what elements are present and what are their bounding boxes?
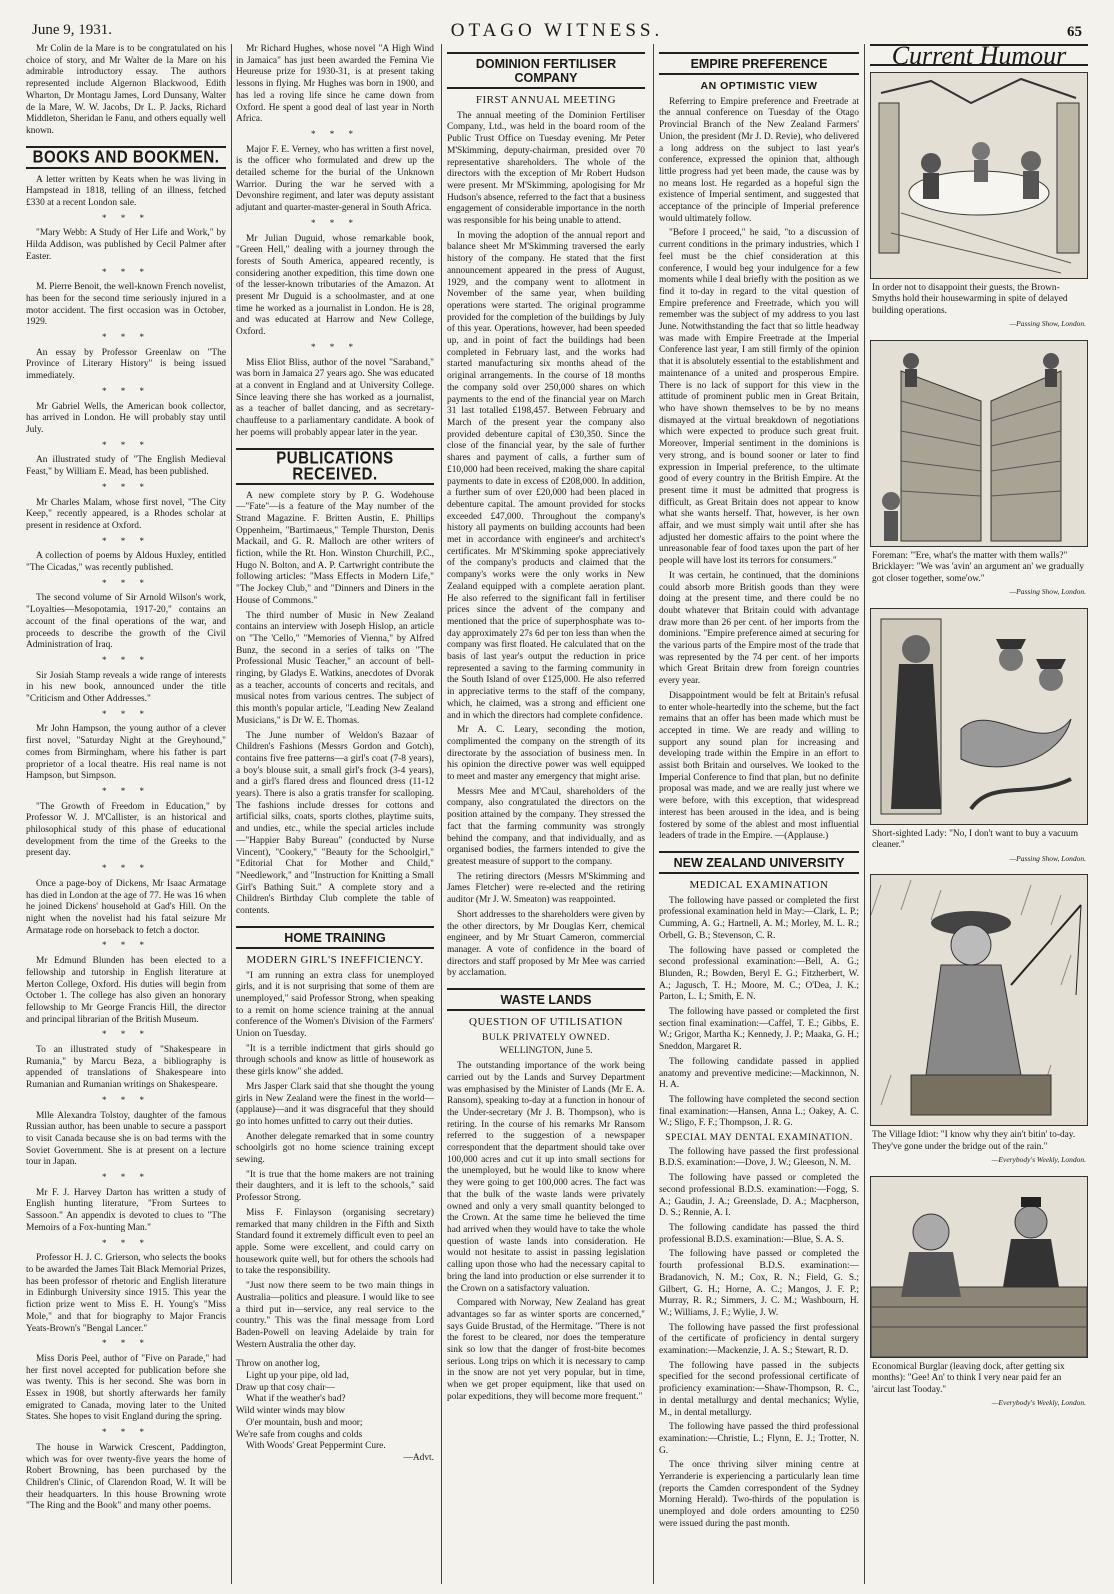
article-paragraph: M. Pierre Benoit, the well-known French novelist, has been for the second time seriously injured in a motor accident. The first occasion was in October, 1929. xyxy=(26,282,226,328)
article-subheading: QUESTION OF UTILISATION xyxy=(469,1016,623,1029)
article-paragraph: Sir Josiah Stamp reveals a wide range of interests in his new book, announced under the title "Criticism and Other Addresses." xyxy=(26,670,226,705)
article-paragraph: A new complete story by P. G. Wodehouse—"Fate"—is a feature of the May number of the Strand Magazine. F. Britten Austin, E. Phillips Oppenheim, "Bartimaeus," Temple Thurston, Denis Mackail, and G. R. Malloch are other writers of fiction, while the Rt. Hon. Winston Churchill, P.C., Hugo N. Bolton, and A. P. Cartwright contribute the following articles: "Mass Effects in Modern Life," "The Jockey Club," and "Dinners and Diners in the House of Commons." xyxy=(236,490,434,606)
article-paragraph: Mr Richard Hughes, whose novel "A High Wind in Jamaica" has just been awarded the Femina Vie Heureuse prize for 1930-31, is at present taking lessons in flying. Mr Hughes was born in 1900, and has led a roving life since he came down from Oxford. He spent a good deal of last year in North Africa. xyxy=(236,44,434,125)
article-paragraph: The retiring directors (Messrs M'Skimming and James Fletcher) were re-elected and the retiring auditor (Mr J. W. Smeaton) was reappointed. xyxy=(447,871,645,906)
article-paragraph: The following have passed or completed the second professional examination:—Bell, A. G.; Blunden, R.; Bowden, Beryl E. G.; Fitzherbert, W. A.; Jagusch, T. H.; Moore, M. C.; O'Dea, J. K.; Parton, L. I.; Smith, E. N. xyxy=(659,945,859,1003)
section-separator: * * * xyxy=(102,1338,150,1349)
article-subheading: MEDICAL EXAMINATION xyxy=(689,879,829,891)
section-separator: * * * xyxy=(102,212,150,223)
dinner-party-illustration xyxy=(871,73,1087,278)
article-paragraph: Mr A. C. Leary, seconding the motion, complimented the company on the strength of its directorate by the association of business men. In his opinion the directive power was well equipped to meet and master any emergency that might arise. xyxy=(447,725,645,783)
article-body xyxy=(26,175,226,1513)
issue-date: June 9, 1931. xyxy=(32,22,112,38)
section-separator: * * * xyxy=(102,708,150,719)
cartoon-vacuum-cleaner xyxy=(870,608,1088,825)
section-separator: * * * xyxy=(102,577,150,588)
article-paragraph: Another delegate remarked that in some country schoolgirls got no home science training except sewing. xyxy=(236,1131,434,1166)
column-rule xyxy=(653,44,654,1584)
article-subheading: AN OPTIMISTIC VIEW xyxy=(700,80,818,92)
advert-poem xyxy=(236,1359,434,1464)
article-paragraph: The third number of Music in New Zealand contains an interview with Joseph Hislop, an article on "The 'Cello," "Memories of Vienna," by Alfred Bunz, the second in a series of talks on "The Professional Music Teacher," an account of bell-ringing, by Gladys E. Watkins, anecdotes of Dvorak as a teacher, accounts of concerts and recitals, and musical notes from various centres. The subject of this month's popular article, "Leading New Zealand Musicians," is Dr W. E. Thomas. xyxy=(236,610,434,726)
section-separator: * * * xyxy=(102,332,150,343)
article-paragraph: Mlle Alexandra Tolstoy, daughter of the famous Russian author, has been unable to secure a passport to visit Canada because she is on bad terms with the Soviet Government. She is at present on a lecture tour in Japan. xyxy=(26,1110,226,1168)
article-body xyxy=(447,1061,645,1403)
article-paragraph: "Mary Webb: A Study of Her Life and Work," by Hilda Addison, was published by Cecil Palmer after Easter. xyxy=(26,228,226,262)
article-paragraph: The second volume of Sir Arnold Wilson's work, "Loyalties—Mesopotamia, 1917-20," contains an account of the final operations of the war, and proceeds to describe the growth of the Civil Administration of Iraq. xyxy=(26,593,226,651)
article-paragraph: The house in Warwick Crescent, Paddington, which was for over twenty-five years the home of Robert Browning, has been purchased by the Children's Clinic, of Clarendon Road, W. It will be their headquarters. In this house Browning wrote "The Ring and the Book" and many other poems. xyxy=(26,1442,226,1512)
article-paragraph: "It is a terrible indictment that girls should go through schools and know as little of housework as these girls know" she added. xyxy=(236,1043,434,1078)
poem-lines xyxy=(236,1359,434,1453)
section-title: DOMINION FERTILISER COMPANY xyxy=(475,57,617,85)
article-paragraph: The once thriving silver mining centre at Yerranderie is experiencing a particularly lean time (reports the Camden correspondent of the Sydney Morning Herald). Two-thirds of the population is unemployed and dole orders amounting to £250 were issued during the past month. xyxy=(659,1460,859,1529)
article-paragraph: In moving the adoption of the annual report and balance sheet Mr M'Skimming traversed the early history of the company. He stated that the first announcement appeared in the press of August, 1929, and the company went to allotment in November of the same year, when building operations were started. The original programme provided for the completion of the buildings by July of this year. Operations, however, had been speeded up, and in point of fact the buildings had been completed in February last, and the works had started manufacturing six months ahead of the original arrangements. In the course of 18 months the company sold over 250,000 shares on which payments to the end of the financial year on March 31 last totalled £198,457. Between February and March of the present year the company also provided debenture capital of £30,350. Since the close of the financial year, by the sale of further shares and payment of calls, a further sum of £10,000 had been received, making the share capital payments to date in excess of £208,000. In addition, a further sum of over £20,000 had been placed in debenture capital. The amount provided for stocks exceeded £47,000. Throughout the company's history all payments on building accounts had been met in accordance with engineer's and architect's certificates. Mr M'Skimming spoke appreciatively of the company's products and claimed that the company's works were the only works in New Zealand equipped with a complete aeration plant. He also referred to the significant fall in fertiliser prices since the advent of the company and mentioned that the price of superphosphate was to-day approximately 27s 6d per ton less than when the company was first floated. He calculated that on the basis of last year's output the reduction in price represented a saving to the farming community in the South Island of over £125,000. He also referred in appreciative terms to the staff of the company, which, he claimed, was a strong and efficient one and in which the directors had complete confidence. xyxy=(447,230,645,721)
cartoon-housewarming xyxy=(870,72,1088,279)
article-subheading: BULK PRIVATELY OWNED. xyxy=(481,1032,611,1043)
cartoon-caption xyxy=(872,551,1086,598)
article-paragraph: Miss F. Finlayson (organising secretary) remarked that many children in the Fifth and Sixth Standard found it extremely difficult even to peel an apple. Some were excellent, and could carry on housework quite well, but for others the schools had to take the responsibility. xyxy=(236,1207,434,1277)
article-paragraph: Messrs Mee and M'Caul, shareholders of the company, also congratulated the directors on the position attained by the company. They stressed the fact that the farming community was strongly behind the company, and that individually, and as organised bodies, the farmers intended to give the greatest measure of support to the company. xyxy=(447,786,645,867)
poem-line: Light up your pipe, old lad, xyxy=(246,1371,349,1382)
article-paragraph: To an illustrated study of "Shakespeare in Rumania," by Marcu Beza, a bibliography is appended of translations of Shakespeare into Rumanian and Rumanian writings on Shakespeare. xyxy=(26,1045,226,1091)
article-paragraph: Mr John Hampson, the young author of a clever first novel, "Saturday Night at the Greyhound," comes from Birmingham, where his father is part proprietor of a local theatre. His real name is not Hampson, but Simpson. xyxy=(26,724,226,782)
section-separator: * * * xyxy=(102,863,150,874)
article-paragraph: "I am running an extra class for unemployed girls, and it is not surprising that some of them are unemployed," said Professor Strong, when speaking to a remit on home science training at the annual conference of the Women's Division of the Farmers' Union on Tuesday. xyxy=(236,970,434,1040)
article-paragraph: A letter written by Keats when he was living in Hampstead in 1818, telling of an illness, fetched £330 at a recent London sale. xyxy=(26,174,226,209)
poem-line: Draw up that cosy chair— xyxy=(236,1382,335,1393)
section-separator: * * * xyxy=(311,217,359,228)
courtroom-illustration xyxy=(871,1177,1087,1357)
bricklayers-illustration xyxy=(871,341,1087,546)
section-title: NEW ZEALAND UNIVERSITY xyxy=(673,856,845,870)
article-paragraph: Compared with Norway, New Zealand has great advantages so far as winter sports are concerned," says Guide Brustad, of the Hermitage. "There is not the forest to be cleared, nor does the temperature sink so low that the danger of frost-bite becomes serious. Long trips on which it is necessary to camp in the snow are not yet very popular, but in time, when we get proper equipment, like that used on polar expeditions, they will become more frequent." xyxy=(447,1298,645,1402)
column-books xyxy=(26,44,226,1586)
article-paragraph: The following have passed or completed the first professional examination held in May:—Clark, L. P.; Cumming, A. G.; Hartnell, A. M.; Morley, M. L. R.; Orbell, G. B.; Stevenson, C. R. xyxy=(659,895,859,941)
fisherman-illustration xyxy=(871,875,1087,1125)
column-humour xyxy=(870,44,1088,1586)
section-title: BOOKS AND BOOKMEN. xyxy=(32,147,220,167)
caption-source: —Passing Show, London. xyxy=(1009,319,1086,329)
article-paragraph: Miss Doris Peel, author of "Five on Parade," had her first novel accepted for publication before she was twenty. This is her second. She was born in Essex in 1908, but shortly afterwards her family emigrated to Canada, moving later to the United States. She hopes to visit England during the spring. xyxy=(26,1353,226,1423)
article-body xyxy=(236,971,434,1352)
article-paragraph: Mrs Jasper Clark said that she thought the young girls in New Zealand were the finest in the world—(applause)—and it was disgraceful that they should go into homes unfitted to carry out their duties. xyxy=(236,1081,434,1127)
poem-line: What if the weather's bad? xyxy=(246,1394,346,1405)
article-paragraph: An illustrated study of "The English Medieval Feast," by William E. Mead, has been published. xyxy=(26,455,226,478)
article-body xyxy=(659,97,859,843)
section-separator: * * * xyxy=(311,341,359,352)
poem-line: Wild winter winds may blow xyxy=(236,1406,345,1417)
section-header xyxy=(26,146,226,169)
article-paragraph: Mr F. J. Harvey Darton has written a study of English hunting literature, "From Surtees to Sassoon." An appendix is devoted to clues to "The Memoirs of a Fox-hunting Man." xyxy=(26,1187,226,1233)
section-separator: * * * xyxy=(102,385,150,396)
column-empire xyxy=(659,44,859,1586)
article-paragraph: Professor H. J. C. Grierson, who selects the books to be awarded the James Tait Black Memorial Prizes, has been professor of rhetoric and English literature in Edinburgh University since 1915. This year the fiction prize went to Miss E. H. Young's "Miss Mole," and that for biography to Major Francis Yeats-Brown's "Bengal Lancer." xyxy=(26,1253,226,1334)
article-paragraph: The following have passed or completed the second professional B.D.S. examination:—Fogg, S. A.; Gaudin, J. A.; Greenslade, D. A.; Macpherson, D. S.; Rennie, A. I. xyxy=(659,1173,859,1219)
section-separator: * * * xyxy=(102,940,150,951)
article-paragraph: Mr Edmund Blunden has been elected to a fellowship and tutorship in English literature at Merton College, Oxford. His duties will begin from October 1. The college has also given an honorary fellowship to Mr George Francis Hill, the director and principal librarian of the British Museum. xyxy=(26,956,226,1025)
article-paragraph: The outstanding importance of the work being carried out by the Lands and Survey Department was emphasised by the Minister of Lands (Mr E. A. Ransom), speaking to-day at a function in honour of the Under-secretary (Mr J. B. Thompson), who is retiring. In the course of his remarks Mr Ransom referred to the suggestion of a newspaper correspondent that the department should take over 100,000 acres and cut it up into small sections for the unemployed, but he would like to know where they were going to get 100,000 acres. The fact was that the bulk of the waste lands were privately owned and only a very small quantity belonged to the Crown. At the same time he believed the time had arrived when they would have to take the whole question of waste lands into consideration. He would not hesitate to assist in passing legislation calling upon those who had the necessary capital to bring the land into production or else surrender it to the Crown on a satisfactory valuation. xyxy=(447,1061,645,1294)
article-paragraph: Short addresses to the shareholders were given by the other directors, by Mr Douglas Kerr, chemical engineer, and by Mr Stuart Cameron, commercial manager. A vote of confidence in the board of directors and staff proposed by Mr Mee was carried by acclamation. xyxy=(447,909,645,979)
caption-text: Foreman: "'Ere, what's the matter with them walls?" Bricklayer: "We was 'avin' an argument an' we gradually got closer together, some'ow." xyxy=(872,550,1085,584)
column-rule xyxy=(441,44,442,1584)
section-separator: * * * xyxy=(102,266,150,277)
masthead xyxy=(22,12,1092,40)
cartoon-caption xyxy=(872,283,1086,330)
fire-brigade-illustration xyxy=(871,609,1087,824)
article-subheading: MODERN GIRL'S INEFFICIENCY. xyxy=(246,953,424,966)
paper-title: OTAGO WITNESS. xyxy=(450,20,664,41)
article-paragraph: It was certain, he continued, that the dominions could absorb more British goods than they were doing at the present time, and there could be no doubt whatever that Britain could with advantage draw more than 26 per cent. of her imports from the dominions. "Empire preference aimed at securing for the various parts of the Empire most of the trade that was represented by the 74 per cent. of her imports which Great Britain drew from foreign countries every year. xyxy=(659,570,859,687)
caption-source: —Passing Show, London. xyxy=(1009,853,1086,863)
article-body xyxy=(659,896,859,1130)
article-paragraph: The annual meeting of the Dominion Fertiliser Company, Ltd., was held in the board room of the Public Trust Office on Tuesday evening. Mr Peter M'Skimming, deputy-chairman, presided over 70 representative shareholders. The whole of the directors with the exception of Mr Robert Hudson were present. Mr M'Skimming, apologising for Mr Hudson's absence, referred to the fact that a business engagement of considerable importance in the north was responsible for his being unable to attend. xyxy=(447,110,645,227)
section-separator: * * * xyxy=(102,1029,150,1040)
article-paragraph: The following have passed the first professional B.D.S. examination:—Dove, J. W.; Gleeson, N. M. xyxy=(659,1146,859,1169)
caption-text: The Village Idiot: "I know why they ain't bitin' to-day. They've gone under the bridge out of the rain." xyxy=(872,1130,1076,1152)
section-header xyxy=(659,851,859,874)
section-title: EMPIRE PREFERENCE xyxy=(690,57,828,71)
cartoon-burglar xyxy=(870,1176,1088,1358)
column-rule xyxy=(231,44,232,1584)
humour-title: Current Humour xyxy=(870,44,1088,66)
section-header xyxy=(659,52,859,75)
section-header xyxy=(236,926,434,949)
article-paragraph: Mr Charles Malam, whose first novel, "The City Keep," recently appeared, is a Rhodes scholar at present in residence at Oxford. xyxy=(26,497,226,531)
section-header xyxy=(236,448,434,485)
caption-text: Short-sighted Lady: "No, I don't want to buy a vacuum cleaner." xyxy=(872,828,1079,851)
article-paragraph: "It is true that the home makers are not training their daughters, and it is left to the schools," said Professor Strong. xyxy=(236,1169,434,1204)
article-paragraph: Mr Gabriel Wells, the American book collector, has arrived in London. He will probably stay until July. xyxy=(26,401,226,435)
cartoon-caption xyxy=(872,1362,1086,1409)
article-body xyxy=(236,491,434,918)
article-paragraph: The following candidate has passed the third professional B.D.S. examination:—Blue, S. A. S. xyxy=(659,1222,859,1245)
article-paragraph: A collection of poems by Aldous Huxley, entitled "The Cicadas," was recently published. xyxy=(26,551,226,574)
poem-line: Throw on another log, xyxy=(236,1359,320,1370)
section-separator: * * * xyxy=(102,1427,150,1438)
article-body xyxy=(236,44,434,440)
caption-source: —Passing Show, London. xyxy=(1009,587,1086,597)
section-separator: * * * xyxy=(102,785,150,796)
section-separator: * * * xyxy=(102,535,150,546)
article-paragraph: The following have passed or completed the fourth professional B.D.S. examination:—Bradanovich, N. M.; Cox, R. N.; Field, G. S.; Gilbert, G. H.; Horne, A. C.; Mangos, J. F. P.; Murray, R. R.; Simmers, J. C. M.; Washbourn, H. W.; Williams, J. F.; Wylie, J. W. xyxy=(659,1249,859,1318)
article-paragraph: "Just now there seem to be two main things in Australia—politics and pleasure. I would like to see a third put in—service, any real service to the country." This was the final message from Lord Baden-Powell on leaving Adelaide by train for Western Australia the other day. xyxy=(236,1281,434,1350)
article-paragraph: Once a page-boy of Dickens, Mr Isaac Armatage has died in London at the age of 77. He was 16 when he joined Dickens' household at Gad's Hill. On the night when the novelist had his fatal seizure Mr Armatage rode on horseback to fetch a doctor. xyxy=(26,878,226,936)
column-fertiliser xyxy=(447,44,645,1586)
page-number: 65 xyxy=(1067,24,1082,40)
article-paragraph: Mr Colin de la Mare is to be congratulated on his choice of story, and Mr Walter de la Mare on his admirable introductory essay. The authors represented include Algernon Blackwood, Edith Wharton, Dr Montagu James, Lord Dunsany, Walter de la Mare, W. W. Jacobs, Dr L. P. Jacks, Richard Middleton, Sheridan le Fanu, and others equally well known. xyxy=(26,44,226,136)
article-body xyxy=(447,111,645,980)
poem-line: We're safe from coughs and colds xyxy=(236,1429,363,1440)
article-paragraph: Disappointment would be felt at Britain's refusal to enter whole-heartedly into the scheme, but the fact remains that an offer has been made which must be accepted in time. We are ready and willing to support any sound plan for increasing and developing trade within the Empire in an effort to assist both Britain and ourselves. We looked to the Imperial Conference to find that plan, but no definite proposal was made, and we are really just where we were before, with this exception, that widespread interest has been aroused in the idea, and is being fostered by some of the ablest and most influential leaders of trade in the Empire. —(Applause.) xyxy=(659,690,859,842)
article-paragraph: Major F. E. Verney, who has written a first novel, is the officer who formulated and drew up the detailed scheme for the burial of the Unknown Warrior. During the war he served with a Devonshire regiment, and later was deputy assistant adjutant and quarter-master-general in South Africa. xyxy=(236,144,434,214)
advert-tag: —Advt. xyxy=(403,1452,434,1463)
cartoon-bricklayers xyxy=(870,340,1088,547)
article-paragraph: An essay by Professor Greenlaw on "The Province of Literary History" is being issued immediately. xyxy=(26,347,226,382)
section-header xyxy=(447,52,645,89)
caption-source: —Everybody's Weekly, London. xyxy=(991,1155,1086,1165)
article-body xyxy=(659,1147,859,1531)
cartoon-caption xyxy=(872,1130,1086,1166)
section-separator: * * * xyxy=(102,1094,150,1105)
article-paragraph: Miss Eliot Bliss, author of the novel "Saraband," was born in Jamaica 27 years ago. She was educated at a convent in England and at University College. Since leaving there she has worked as a journalist, as a teacher of ballet dancing, and as secretary-chauffeuse to a parliamentary candidate. A book of her poems will probably appear later in the year. xyxy=(236,357,434,438)
column-bookmen-continued xyxy=(236,44,434,1586)
caption-text: In order not to disappoint their guests, the Brown-Smyths hold their housewarming in spite of delayed building operations. xyxy=(872,282,1068,316)
article-paragraph: The following have passed the first professional of the certificate of proficiency in dental surgery examination:—Mackenzie, J. A. S.; Stewart, R. D. xyxy=(659,1322,859,1357)
caption-source: —Everybody's Weekly, London. xyxy=(991,1398,1086,1408)
article-subheading: SPECIAL MAY DENTAL EXAMINATION. xyxy=(665,1133,853,1144)
article-paragraph: The following candidate passed in applied anatomy and preventive medicine:—Mackinnon, N. H. A. xyxy=(659,1056,859,1091)
article-paragraph: The following have passed or completed the first section final examination:—Caffel, T. E.; Gibbs, E. W.; Grigor, Martha K.; Kennedy, J. P.; Maaka, G. H.; Sneddon, Margaret R. xyxy=(659,1007,859,1053)
section-title: PUBLICATIONS RECEIVED. xyxy=(276,448,394,484)
section-separator: * * * xyxy=(102,481,150,492)
article-paragraph: Mr Julian Duguid, whose remarkable book, "Green Hell," dealing with a journey through the forests of South America, appeared recently, is considering another expedition, this time down one of the lesser-known tributaries of the Amazon. At present Mr Duguid is a schoolmaster, and at one time he worked as a journalist in London. He is 28, and was educated at Harrow and New College, Oxford. xyxy=(236,233,434,338)
section-title: WASTE LANDS xyxy=(500,993,592,1008)
dateline: WELLINGTON, June 5. xyxy=(499,1046,593,1057)
article-paragraph: The following have passed in the subjects specified for the second professional certificate of proficiency examination:—Shaw-Thompson, R. C., in dental metallurgy and dental mechanics; Wylie, M., in dental metallurgy. xyxy=(659,1360,859,1418)
section-separator: * * * xyxy=(102,439,150,450)
poem-line: O'er mountain, bush and moor; xyxy=(246,1417,363,1428)
section-separator: * * * xyxy=(102,1172,150,1183)
article-paragraph: "Before I proceed," he said, "to a discussion of current conditions in the primary industries, which I feel must be the chief consideration at this conference, I would beg your indulgence for a few moments while I deal briefly with the position as we find it to-day in regard to the vital question of Empire preference and Freetrade, which you will remember was the subject of my address to you last June. Notwithstanding the fact that so little headway was made with Empire Freetrade at the Imperial Conference last year, I am still firmly of the opinion that it is absolutely essential to the establishment and maintenance of a united and prosperous Empire. There is no lack of support for this view in the attitude of prominent public men in Great Britain, who have shown themselves to be by no means dismayed at the virtual breakdown of negotiations which were expected to produce such great fruit. Moreover, Imperial sentiment in the dominions is very strong, and is bound sooner or later to find expression in Imperial preference, to the ultimate good of every country in the British Empire. At the present time it must be admitted that progress is difficult, as Great Britain does not appear to know what she wants herself. That, however, is her own affair, and we must simply wait until after she has adjusted her domestic affairs to the point where the unreasonable fear of food taxes upon the part of her people will have lost its terrors for consumers." xyxy=(659,228,859,567)
article-paragraph: The June number of Weldon's Bazaar of Children's Fashions (Messrs Gordon and Gotch), contains five free patterns—a girl's coat (7-8 years), a boy's blouse suit, a small girl's frock (3-4 years), and a girl's flared dress and flounced dress (11-12 years). There is also a gratis transfer for scalloping. The fashions include dresses for cottons and artificial silks, coats, sports clothes, playtime suits, and undies, etc., while the special articles include—"Happier Baby Bureau" (conducted by Nurse Vincent), "Cookery," "Beauty for the Schoolgirl," "Editorial Chat for Mother and Child," "Needlework," and "Instruction for Knitting a Small Girl's Bathing Suit." A complete story and a Children's Birthday Club complete the table of contents. xyxy=(236,730,434,917)
section-separator: * * * xyxy=(102,654,150,665)
article-paragraph: The following have completed the second section final examination:—Hansen, Anna L.; Oakey, A. C. W.; Sligo, F. F.; Thompson, J. R. G. xyxy=(659,1094,859,1129)
article-subheading: FIRST ANNUAL MEETING xyxy=(475,94,617,106)
section-header xyxy=(447,988,645,1011)
cartoon-caption xyxy=(872,829,1086,865)
poem-line: With Woods' Great Peppermint Cure. xyxy=(246,1441,386,1452)
article-paragraph: "The Growth of Freedom in Education," by Professor W. J. M'Callister, is an historical and philosophical study of this phase of educational development from the time of the Greeks to the present day. xyxy=(26,801,226,859)
section-separator: * * * xyxy=(311,128,359,139)
article-paragraph: Referring to Empire preference and Freetrade at the annual conference on Tuesday of the Otago Provincial Branch of the New Zealand Farmers' Union, the president (Mr J. D. Revie), who delivered a long address on the subject to last year's conference, expressed the opinion that, although little progress had yet been made, the cause was by no means lost. He regarded as a hopeful sign the existence of Imperial sentiment, and suggested that acceptance of the principle of Imperial preference would ultimately follow. xyxy=(659,96,859,224)
column-rule xyxy=(864,44,865,1584)
section-title: HOME TRAINING xyxy=(284,930,386,945)
caption-text: Economical Burglar (leaving dock, after getting six months): "Gee! An' to think I very near paid fer an 'aircut last Tooday." xyxy=(872,1361,1065,1395)
article-paragraph: The following have passed the third professional examination:—Christie, L.; Flynn, E. J.; Trotter, N. G. xyxy=(659,1422,859,1456)
section-separator: * * * xyxy=(102,1237,150,1248)
cartoon-village-idiot xyxy=(870,874,1088,1126)
